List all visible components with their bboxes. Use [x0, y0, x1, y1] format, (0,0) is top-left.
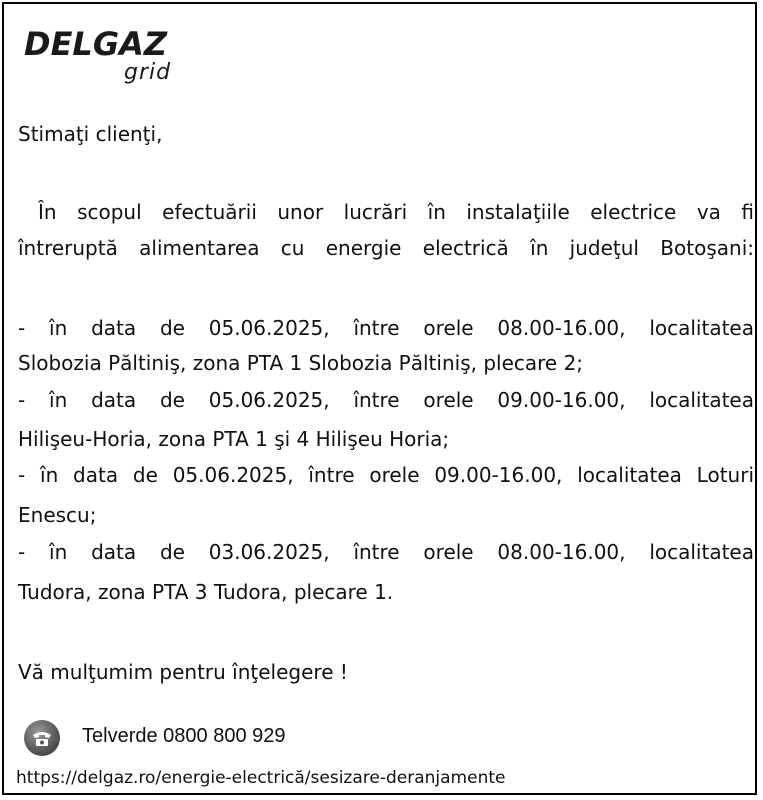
- item-2-line-1: - în data de 05.06.2025, între orele 09.00-16.00, localitatea: [18, 388, 754, 412]
- intro-line-1: În scopul efectuării unor lucrări în instalaţiile electrice va fi: [38, 200, 754, 224]
- contact-row: [24, 718, 424, 758]
- item-1-line-1: - în data de 05.06.2025, între orele 08.00-16.00, localitatea: [18, 316, 754, 340]
- item-4-line-2: Tudora, zona PTA 3 Tudora, plecare 1.: [18, 580, 394, 604]
- item-2-line-2: Hilişeu-Horia, zona PTA 1 şi 4 Hilişeu Horia;: [18, 427, 450, 451]
- item-3-line-1: - în data de 05.06.2025, între orele 09.00-16.00, localitatea Loturi: [18, 463, 754, 487]
- greeting: Stimaţi clienţi,: [18, 122, 163, 146]
- phone-icon: [24, 720, 60, 756]
- logo-brand: DELGAZ: [24, 25, 168, 63]
- hotline-label: Telverde 0800 800 929: [82, 725, 286, 747]
- item-3-line-2: Enescu;: [18, 503, 97, 527]
- report-url[interactable]: https://delgaz.ro/energie-electrică/sesizare-deranjamente: [16, 768, 506, 788]
- thanks-text: Vă mulţumim pentru înţelegere !: [18, 660, 348, 684]
- delgaz-logo: [24, 26, 194, 92]
- item-1-line-2: Slobozia Păltiniş, zona PTA 1 Slobozia Păltiniş, plecare 2;: [18, 351, 584, 375]
- item-4-line-1: - în data de 03.06.2025, între orele 08.00-16.00, localitatea: [18, 540, 754, 564]
- notice-frame: [2, 2, 757, 795]
- intro-line-2: întreruptă alimentarea cu energie electrică în judeţul Botoşani:: [18, 236, 754, 260]
- logo-sub: grid: [124, 60, 172, 85]
